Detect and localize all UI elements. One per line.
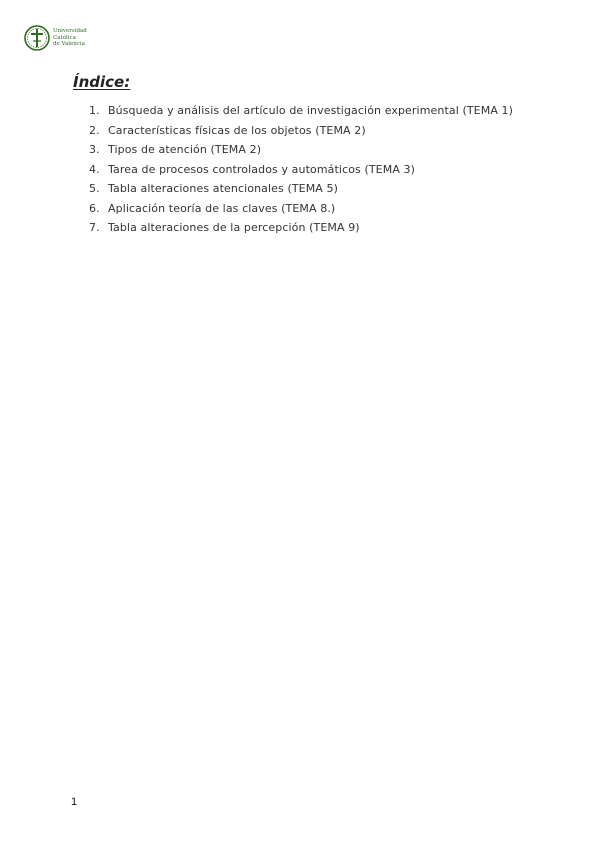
toc-item-number: 6. <box>89 201 100 215</box>
toc-item-text: Tabla alteraciones atencionales (TEMA 5) <box>108 182 339 195</box>
toc-item-text: Tabla alteraciones de la percepción (TEMA 9) <box>108 221 360 234</box>
toc-item-text: Búsqueda y análisis del artículo de investigación experimental (TEMA 1) <box>108 104 514 117</box>
toc-item <box>89 201 513 221</box>
toc-item-text: Características físicas de los objetos (TEMA 2) <box>108 123 366 137</box>
logo-line-2: Católica <box>53 34 76 41</box>
table-of-contents <box>89 103 513 240</box>
logo-wordmark <box>53 28 87 48</box>
toc-item-number: 1. <box>89 104 100 117</box>
toc-item-text: Aplicación teoría de las claves (TEMA 8.) <box>108 201 336 215</box>
logo-line-3: de Valencia <box>53 41 85 48</box>
toc-item-number: 7. <box>89 221 100 234</box>
index-title: Índice: <box>73 73 131 91</box>
toc-item-number: 2. <box>89 123 100 137</box>
toc-item <box>89 162 513 182</box>
toc-item <box>89 220 513 240</box>
toc-item-number: 4. <box>89 162 100 176</box>
page-number: 1 <box>71 796 78 808</box>
toc-item-number: 3. <box>89 143 100 156</box>
toc-item-number: 5. <box>89 182 100 195</box>
toc-item <box>89 142 513 162</box>
toc-item-text: Tarea de procesos controlados y automáticos (TEMA 3) <box>108 162 416 176</box>
toc-item <box>89 181 513 201</box>
university-crest-icon <box>24 22 50 54</box>
toc-item <box>89 103 513 123</box>
university-logo <box>24 20 96 56</box>
logo-line-1: Universidad <box>53 28 87 35</box>
toc-item <box>89 123 513 143</box>
toc-item-text: Tipos de atención (TEMA 2) <box>108 143 262 156</box>
